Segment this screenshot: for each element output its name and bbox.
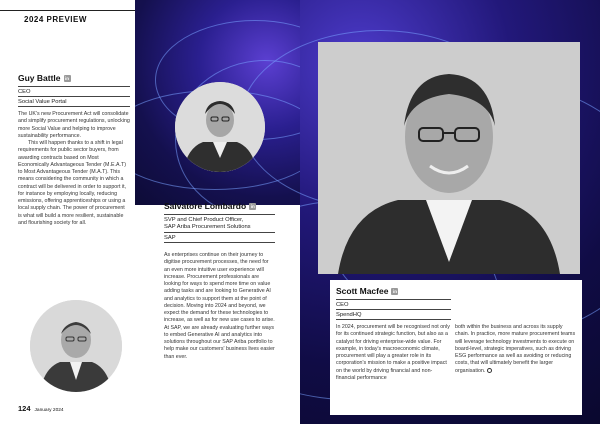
page-folio (18, 404, 64, 413)
scott-macfee-header (336, 286, 576, 320)
quote-text: both within the business and across its supply chain. In practice, more mature procurement teams will leverage technology investments to execute on board-level, strategic imperatives, such as driving ESG performance as well as avoiding or reducing costs, that will ultimately benefit the larger organisation. (455, 324, 576, 374)
section-label: 2024 PREVIEW (24, 15, 87, 24)
linkedin-icon[interactable]: in (392, 289, 397, 295)
scott-macfee-quote-col2 (455, 324, 577, 375)
person-name-text: Salvatore Lombardo (164, 201, 247, 211)
issue-date: January 2024 (34, 408, 64, 413)
person-name-text: Scott Macfee (336, 286, 389, 296)
person-name (336, 286, 576, 296)
person-company: Social Value Portal (18, 97, 130, 107)
person-role (164, 214, 275, 233)
scott-macfee-photo (318, 42, 580, 274)
person-role-line: SAP Ariba Procurement Solutions (164, 223, 251, 230)
person-name-text: Guy Battle (18, 73, 61, 83)
person-name (164, 201, 275, 211)
person-name (18, 73, 130, 83)
person-company: SAP (164, 233, 275, 243)
scott-macfee-card (330, 280, 582, 415)
linkedin-icon[interactable]: in (65, 76, 70, 82)
scott-macfee-quote-col1: In 2024, procurement will be recognised not only for its continued strategic function, but also as a catalyst for driving enterprise-wide value. For example, in today's macroeconomic climate, procurement will play a greater role in its corporation's mission to make a positive impact on the world by driving financial and non-financial performance (336, 324, 450, 381)
guy-battle-photo (30, 300, 122, 392)
end-mark-icon (487, 368, 492, 373)
salvatore-lombardo-quote: As enterprises continue on their journey to digitise procurement processes, the need for an even more intuitive user experience will increase. Procurement professionals are looking for ways to spend more time on value adding tasks and are looking to Generative AI and analytics to support them at the point of decision. Moving into 2024 and beyond, we expect the demand for these technologies to increase, as well as for new use cases to arise. At SAP, we are already evaluating further ways to embed Generative AI and analytics into solutions throughout our SAP Ariba portfolio to help make our customers' business lives easier than ever. (164, 252, 275, 360)
quote-paragraph: This will happen thanks to a shift in legal requirements for public sector buyers, from awarding contracts based on Most Economically Advantageous Tender (M.E.A.T) to Most Advantageous Tender (M.A.T). This means considering the community in which a contract will be delivered in order to support it, for instance by employing locally, reducing emissions, offering apprenticeships or using a local supply chain. The power of procurement is what will build a more resilient, sustainable and flourishing society for all. (18, 140, 127, 226)
salvatore-lombardo-photo (175, 82, 265, 172)
quote-paragraph: The UK's new Procurement Act will consolidate and simplify procurement regulations, unlocking more Social Value and helping to improve sustainability performance. (18, 111, 130, 139)
person-role-line: SVP and Chief Product Officer, (164, 216, 244, 223)
linkedin-icon[interactable]: in (250, 204, 255, 210)
guy-battle-header (18, 73, 130, 107)
page-number: 124 (18, 404, 31, 413)
person-role: CEO (18, 86, 130, 97)
person-role: CEO (336, 299, 451, 310)
salvatore-lombardo-header (164, 201, 275, 243)
guy-battle-quote (18, 111, 130, 227)
person-company: SpendHQ (336, 310, 451, 320)
